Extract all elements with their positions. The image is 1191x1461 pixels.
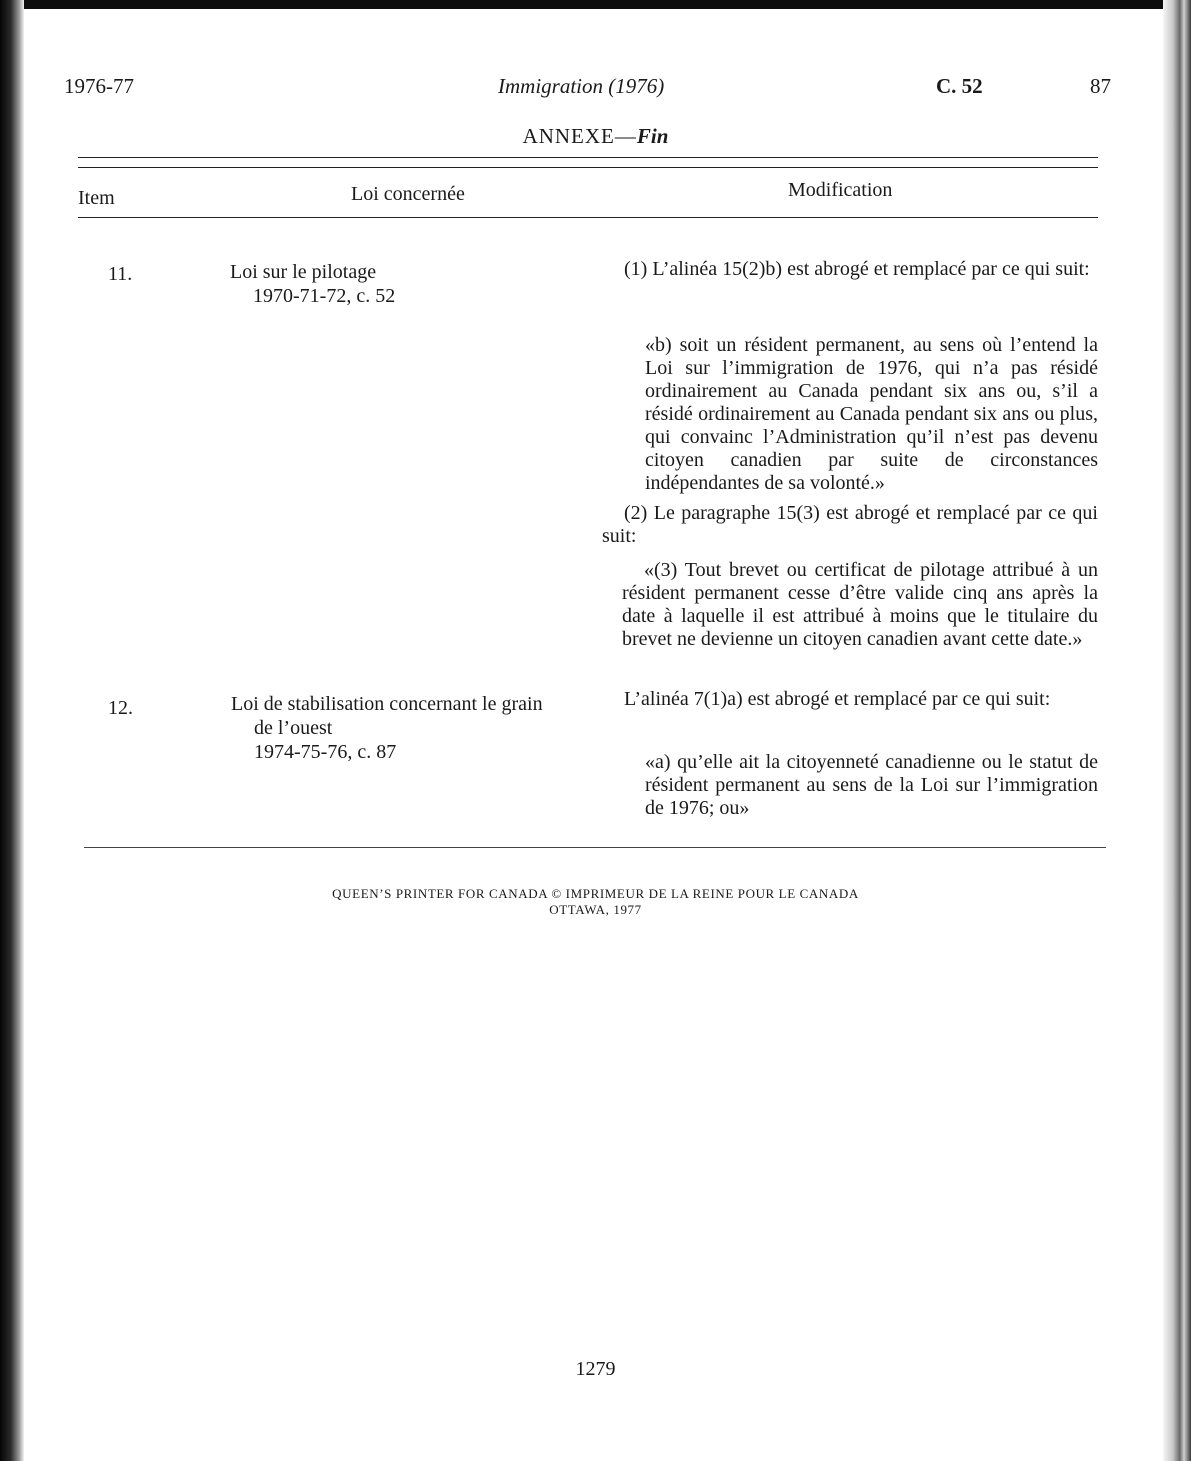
- row-act-name-continued: de l’ouest: [254, 717, 333, 739]
- annexe-title-suffix: Fin: [636, 124, 669, 148]
- header-page-number: 87: [1090, 74, 1111, 98]
- header-chapter: C. 52: [936, 74, 983, 98]
- row-act-name: Loi de stabilisation concernant le grain: [231, 693, 543, 715]
- annexe-title-main: ANNEXE—: [522, 124, 637, 148]
- amendment-intro: L’alinéa 7(1)a) est abrogé et remplacé par ce qui suit:: [624, 688, 1051, 710]
- amendment-quoted-text: «a) qu’elle ait la citoyenneté canadienne ou le statut de résident permanent au sens de la Loi sur l’immigration de 1976; ou»: [645, 751, 1098, 819]
- row-act-citation: 1974-75-76, c. 87: [254, 741, 397, 763]
- table-top-rule-1: [78, 157, 1098, 158]
- row-item-number: 12.: [108, 697, 133, 719]
- table-top-rule-2: [78, 167, 1098, 168]
- scan-top-border: [0, 0, 1191, 9]
- header-session: 1976-77: [64, 74, 134, 98]
- column-header-amendment: Modification: [788, 179, 893, 201]
- amendment-intro: (1) L’alinéa 15(2)b) est abrogé et remplacé par ce qui suit:: [624, 258, 1090, 280]
- row-act-name: Loi sur le pilotage: [230, 261, 377, 283]
- column-header-item: Item: [78, 187, 115, 209]
- row-act-citation: 1970-71-72, c. 52: [253, 285, 396, 307]
- annexe-title: [0, 124, 1191, 149]
- volume-page-number: 1279: [575, 1358, 616, 1380]
- amendment-quoted-text: «b) soit un résident permanent, au sens où l’entend la Loi sur l’immigration de 1976, qui n’a pas résidé ordinairement au Canada pendant six ans ou, s’il a résidé ordinairement au Canada pendant six ans ou plus, qui convainc l’Administration qu’il n’est pas devenu citoyen canadien par suite de circonstances indépendantes de sa volonté.»: [645, 334, 1098, 494]
- scan-left-binding-shadow: [0, 0, 24, 1461]
- column-header-act: Loi concernée: [351, 183, 465, 205]
- header-act-title: Immigration (1976): [498, 74, 665, 98]
- row-item-number: 11.: [108, 263, 133, 285]
- table-bottom-rule: [84, 847, 1106, 848]
- table-header-rule: [78, 217, 1098, 218]
- printer-city-year: OTTAWA, 1977: [549, 902, 642, 917]
- amendment-intro: (2) Le paragraphe 15(3) est abrogé et remplacé par ce qui suit:: [602, 502, 1098, 547]
- printer-imprint: QUEEN’S PRINTER FOR CANADA © IMPRIMEUR DE LA REINE POUR LE CANADA: [332, 886, 859, 901]
- scan-right-page-edge: [1163, 0, 1191, 1461]
- amendment-quoted-text: «(3) Tout brevet ou certificat de pilotage attribué à un résident permanent cesse d’être valide cinq ans après la date à laquelle il est attribué à moins que le titulaire du brevet ne devienne un citoyen canadien avant cette date.»: [622, 559, 1098, 650]
